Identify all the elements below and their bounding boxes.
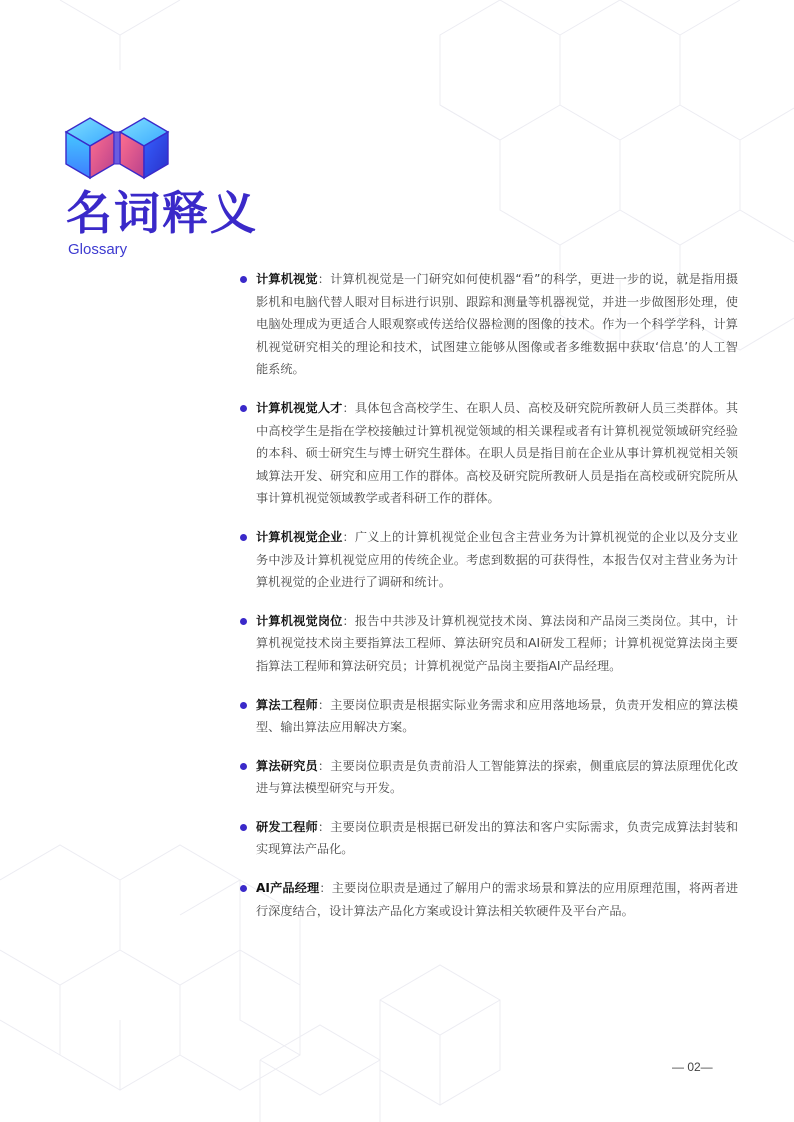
glossary-term: 算法工程师 <box>256 697 318 712</box>
glossary-definition: 报告中共涉及计算机视觉技术岗、算法岗和产品岗三类岗位。其中，计算机视觉技术岗主要指算法工程师、算法研究员和AI研发工程师；计算机视觉算法岗主要指算法工程师和算法研究员；计算机视觉产品岗主要指AI产品经理。 <box>256 613 739 673</box>
glossary-term: 计算机视觉岗位 <box>256 613 343 628</box>
glossary-term: 研发工程师 <box>256 819 318 834</box>
bullet-icon <box>240 885 247 892</box>
term-separator: ： <box>342 613 355 628</box>
glossary-item <box>238 755 738 800</box>
bullet-icon <box>240 276 247 283</box>
glossary-term: 计算机视觉 <box>256 272 318 286</box>
glossary-item <box>238 610 738 678</box>
bullet-icon <box>240 618 247 625</box>
glossary-definition: 主要岗位职责是通过了解用户的需求场景和算法的应用原理范围，将两者进行深度结合，设计算法产品化方案或设计算法相关软硬件及平台产品。 <box>256 881 739 918</box>
glossary-definition: 广义上的计算机视觉企业包含主营业务为计算机视觉的企业以及分支业务中涉及计算机视觉应用的传统企业。考虑到数据的可获得性，本报告仅对主营业务为计算机视觉的企业进行了调研和统计。 <box>256 529 739 590</box>
bullet-icon <box>240 534 247 541</box>
bullet-icon <box>240 405 247 412</box>
term-separator: ： <box>317 697 331 712</box>
page-subtitle: Glossary <box>68 241 128 258</box>
bullet-icon <box>240 763 247 770</box>
term-separator: ： <box>317 758 331 773</box>
term-separator: ： <box>319 881 332 896</box>
glossary-item <box>238 877 738 922</box>
glossary-definition: 主要岗位职责是根据实际业务需求和应用落地场景，负责开发相应的算法模型、输出算法应用解决方案。 <box>256 697 739 735</box>
bullet-icon <box>240 702 247 709</box>
glossary-item <box>238 268 738 381</box>
bullet-icon <box>240 824 247 831</box>
glossary-list <box>238 268 738 938</box>
glossary-item <box>238 526 738 594</box>
page-title: 名词释义 <box>66 186 258 240</box>
glossary-term: 计算机视觉人才 <box>256 400 343 415</box>
glossary-term: 计算机视觉企业 <box>256 529 343 544</box>
glossary-term: 算法研究员 <box>256 758 318 773</box>
glossary-term: AI产品经理 <box>256 881 320 896</box>
term-separator: ： <box>317 272 331 286</box>
twin-cubes-icon <box>64 116 184 196</box>
glossary-definition: 具体包含高校学生、在职人员、高校及研究院所教研人员三类群体。其中高校学生是指在学校接触过计算机视觉领域的相关课程或者有计算机视觉领域研究经验的本科、硕士研究生与博士研究生群体。在职人员是指目前在企业从事计算机视觉相关领域算法开发、研究和应用工作的群体。高校及研究院所教研人员是指在高校或研究院所从事计算机视觉领域教学或者科研工作的群体。 <box>256 400 739 506</box>
glossary-item <box>238 397 738 510</box>
term-separator: ： <box>317 819 331 834</box>
glossary-item <box>238 816 738 861</box>
page-number: — 02— <box>672 1060 713 1074</box>
glossary-definition: 计算机视觉是一门研究如何使机器“看”的科学，更进一步的说，就是指用摄影机和电脑代替人眼对目标进行识别、跟踪和测量等机器视觉，并进一步做图形处理，使电脑处理成为更适合人眼观察或传送给仪器检测的图像的技术。作为一个科学学科，计算机视觉研究相关的理论和技术，试图建立能够从图像或者多维数据中获取‘信息’的人工智能系统。 <box>256 272 739 377</box>
glossary-definition: 主要岗位职责是负责前沿人工智能算法的探索，侧重底层的算法原理优化改进与算法模型研究与开发。 <box>256 758 739 796</box>
term-separator: ： <box>342 529 355 544</box>
glossary-definition: 主要岗位职责是根据已研发出的算法和客户实际需求，负责完成算法封装和实现算法产品化。 <box>256 819 739 857</box>
term-separator: ： <box>342 400 355 415</box>
glossary-item <box>238 694 738 739</box>
